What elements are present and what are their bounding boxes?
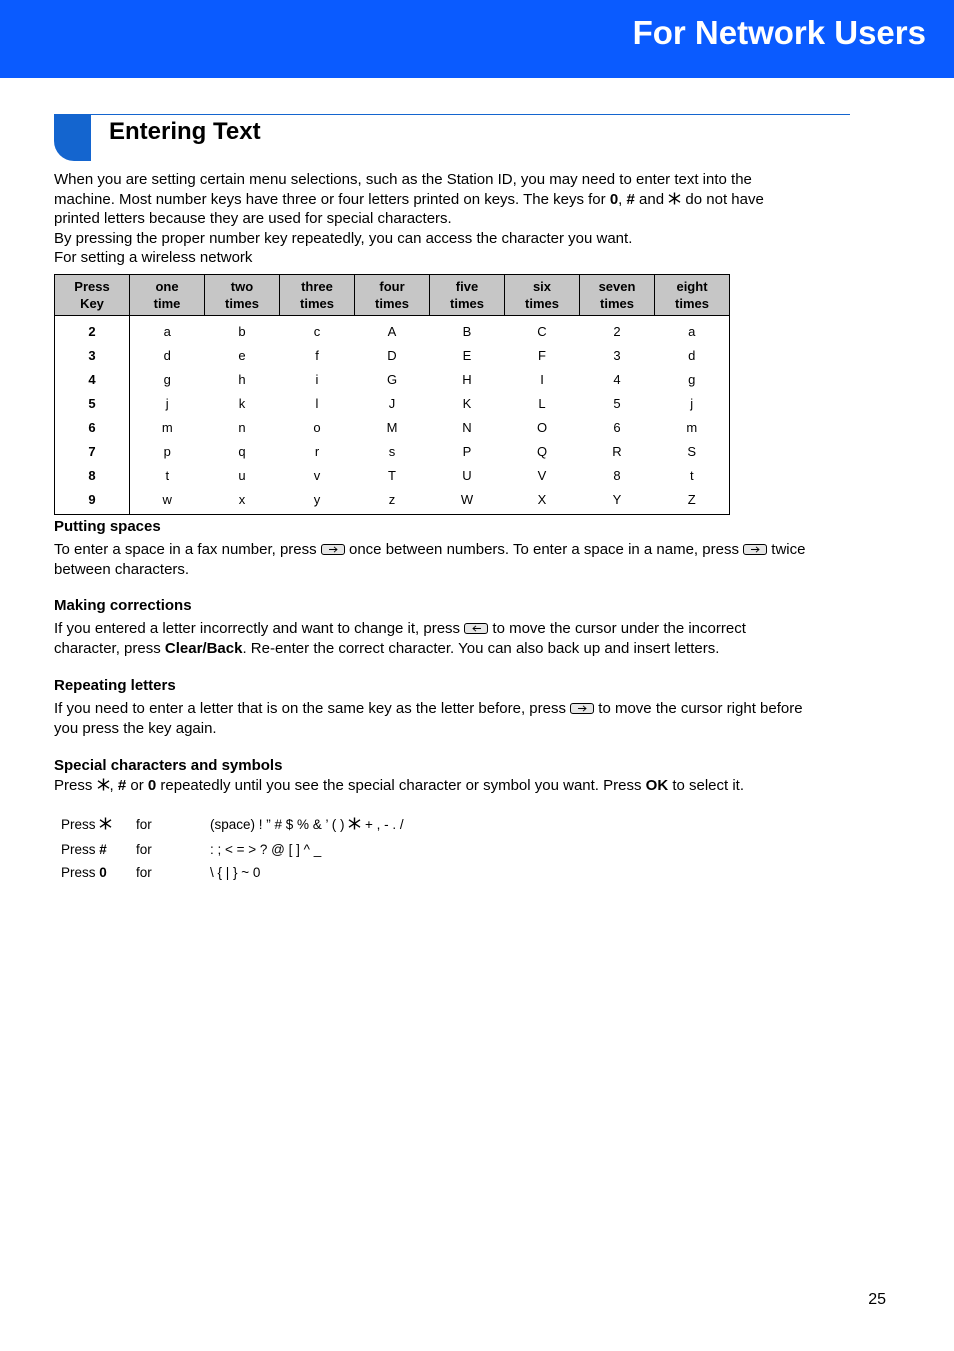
character-cell: L	[538, 395, 546, 411]
character-cell: R	[612, 443, 622, 459]
character-cell: r	[314, 443, 320, 459]
character-cell: d	[688, 347, 696, 363]
character-cell: 3	[613, 347, 621, 363]
character-cell: D	[387, 347, 397, 363]
character-cell: g	[688, 371, 696, 387]
key-cell: 5	[55, 391, 130, 415]
character-cell: M	[386, 419, 398, 435]
table-row	[55, 487, 730, 515]
character-cell: I	[540, 371, 544, 387]
intro-line-5: For setting a wireless network	[54, 249, 253, 266]
character-cell: E	[462, 347, 472, 363]
character-cell: Y	[612, 491, 622, 507]
character-cell: X	[537, 491, 547, 507]
table-row	[55, 415, 730, 439]
table-header-cell: three times	[280, 275, 355, 316]
key-cell: 6	[55, 415, 130, 439]
character-cell: 4	[613, 371, 621, 387]
character-cell: 5	[613, 395, 621, 411]
character-cell: k	[238, 395, 246, 411]
character-cell: H	[462, 371, 472, 387]
character-cell: g	[163, 371, 171, 387]
right-arrow-key-icon	[321, 544, 345, 555]
character-cell: z	[388, 491, 396, 507]
character-cell: n	[238, 419, 246, 435]
intro-paragraph	[54, 170, 850, 268]
table-header-cell: four times	[355, 275, 430, 316]
character-cell: Z	[687, 491, 696, 507]
key-cell: 9	[55, 487, 130, 515]
character-cell: 6	[613, 419, 621, 435]
section-rule	[91, 114, 850, 115]
star-key-icon	[97, 778, 110, 791]
putting-spaces-text: To enter a space in a fax number, press once between numbers. To enter a space in a name, press twice between characters.	[54, 541, 806, 578]
special-characters-heading: Special characters and symbols	[54, 757, 283, 774]
key-cell: 4	[55, 367, 130, 391]
table-row	[55, 439, 730, 463]
character-cell: s	[388, 443, 396, 459]
character-cell: A	[387, 323, 397, 339]
character-cell: 2	[613, 323, 621, 339]
character-cell: P	[462, 443, 472, 459]
key-cell: 7	[55, 439, 130, 463]
character-cell: a	[688, 323, 696, 339]
right-arrow-key-icon	[570, 703, 594, 714]
character-cell: w	[162, 491, 172, 507]
table-row	[55, 316, 730, 344]
intro-line-3: printed letters because they are used for special characters.	[54, 210, 452, 227]
table-header-cell: one time	[130, 275, 205, 316]
key-character-table	[54, 274, 730, 515]
table-header-cell: eight times	[655, 275, 730, 316]
character-cell: U	[462, 467, 472, 483]
left-arrow-key-icon	[464, 623, 488, 634]
character-cell: S	[687, 443, 697, 459]
character-cell: K	[462, 395, 472, 411]
character-cell: o	[313, 419, 321, 435]
repeating-letters-heading: Repeating letters	[54, 677, 176, 694]
character-cell: V	[537, 467, 547, 483]
character-cell: e	[238, 347, 246, 363]
key-cell: 8	[55, 463, 130, 487]
character-cell: m	[686, 419, 698, 435]
character-cell: v	[313, 467, 321, 483]
making-corrections-text: If you entered a letter incorrectly and want to change it, press to move the cursor under the incorrect character, press Clear/Back. Re-enter the correct character. You can also back up and insert letters.	[54, 620, 746, 657]
character-cell: Q	[536, 443, 548, 459]
character-cell: j	[165, 395, 169, 411]
table-header-cell: two times	[205, 275, 280, 316]
character-cell: q	[238, 443, 246, 459]
star-key-icon	[668, 192, 681, 205]
table-row	[55, 367, 730, 391]
character-cell: y	[313, 491, 321, 507]
character-cell: j	[690, 395, 694, 411]
character-cell: B	[462, 323, 472, 339]
character-cell: J	[388, 395, 396, 411]
character-cell: c	[313, 323, 321, 339]
making-corrections-heading: Making corrections	[54, 597, 192, 614]
section-tab-marker	[54, 114, 91, 161]
star-key-icon	[348, 817, 361, 830]
table-header-cell: five times	[430, 275, 505, 316]
character-cell: h	[238, 371, 246, 387]
table-header-cell: six times	[505, 275, 580, 316]
character-cell: f	[315, 347, 319, 363]
character-cell: T	[388, 467, 396, 483]
key-cell: 2	[55, 316, 130, 344]
table-row	[55, 343, 730, 367]
character-cell: p	[163, 443, 171, 459]
character-cell: F	[538, 347, 546, 363]
table-body	[55, 316, 730, 515]
character-cell: l	[315, 395, 319, 411]
character-cell: N	[462, 419, 472, 435]
character-cell: W	[460, 491, 474, 507]
character-cell: 8	[613, 467, 621, 483]
intro-line-1: When you are setting certain menu selections, such as the Station ID, you may need to enter text into the	[54, 171, 752, 188]
character-cell: b	[238, 323, 246, 339]
character-cell: i	[315, 371, 319, 387]
character-cell: u	[238, 467, 246, 483]
character-cell: t	[165, 467, 170, 483]
intro-line-2: machine. Most number keys have three or four letters printed on keys. The keys for 0, # and do not have	[54, 190, 764, 208]
section-title: Entering Text	[109, 118, 261, 145]
character-cell: x	[238, 491, 246, 507]
character-cell: O	[536, 419, 548, 435]
page-number: 25	[868, 1291, 886, 1308]
table-header-row	[55, 275, 730, 316]
character-cell: t	[689, 467, 694, 483]
putting-spaces-heading: Putting spaces	[54, 518, 161, 535]
table-header-cell: Press Key	[55, 275, 130, 316]
table-row	[55, 391, 730, 415]
character-cell: a	[163, 323, 171, 339]
key-cell: 3	[55, 343, 130, 367]
table-row	[55, 463, 730, 487]
intro-line-4: By pressing the proper number key repeatedly, you can access the character you want.	[54, 229, 633, 247]
star-key-icon	[99, 817, 112, 830]
right-arrow-key-icon	[743, 544, 767, 555]
special-characters-text: Press , # or 0 repeatedly until you see the special character or symbol you want. Press OK to select it.	[54, 777, 745, 794]
page-header	[0, 0, 954, 78]
table-header-cell: seven times	[580, 275, 655, 316]
character-cell: m	[161, 419, 173, 435]
character-cell: G	[386, 371, 398, 387]
character-cell: C	[537, 323, 547, 339]
character-cell: d	[163, 347, 171, 363]
repeating-letters-text: If you need to enter a letter that is on the same key as the letter before, press to move the cursor right before you press the key again.	[54, 700, 803, 737]
header-title: For Network Users	[632, 14, 926, 51]
